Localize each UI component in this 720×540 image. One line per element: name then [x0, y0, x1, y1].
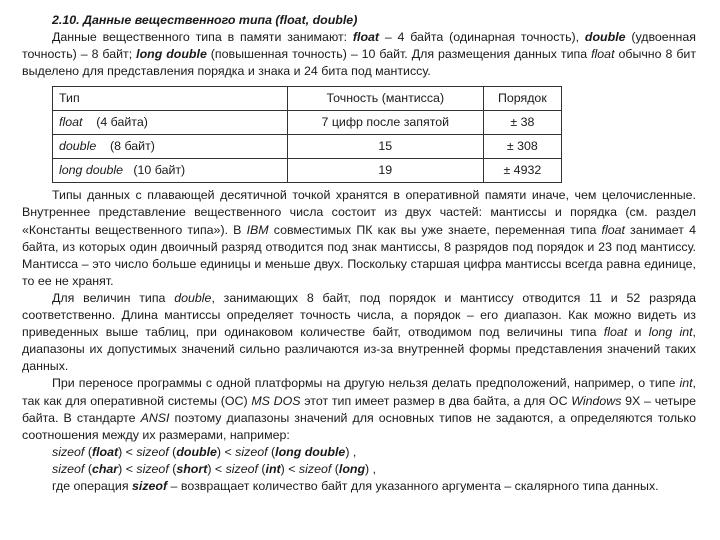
p3-text-2: , так как для оперативной системы (ОС) — [22, 376, 696, 408]
p2-text-4: , диапазоны их допустимых значений сильно различаются из-за внутренней формы представления значений таких данных. — [22, 325, 696, 374]
p3-text-3: этот тип имеет размер в два байта, а для ОС — [300, 393, 572, 408]
msdos-term: MS DOS — [251, 393, 301, 408]
type-name: double — [59, 139, 97, 154]
p3-text-5: поэтому диапазоны значений для основных типов не задаются, а определяются только соотношения между их размерами, например: — [22, 410, 696, 442]
precision-cell: 19 — [287, 159, 483, 183]
type-cell — [53, 135, 288, 159]
order-cell: ± 38 — [483, 111, 561, 135]
header-type: Тип — [53, 87, 288, 111]
p4-text-1: где операция — [52, 478, 132, 493]
double-keyword: double — [174, 290, 212, 305]
intro-text-3: (удвоенная точность) – 8 байт; — [22, 30, 696, 62]
header-order: Порядок — [483, 87, 561, 111]
order-cell: ± 4932 — [483, 159, 561, 183]
sizeof-relation-2: sizeof (char) < sizeof (short) < sizeof (int) < sizeof (long) , — [52, 461, 377, 476]
p2-text-3: и — [627, 325, 649, 340]
ibm-term: IBM — [246, 222, 269, 237]
header-precision: Точность (мантисса) — [287, 87, 483, 111]
p2-text-1: Для величин типа — [52, 290, 175, 305]
p1-text-2: совместимых ПК как вы уже знаете, переменная типа — [268, 222, 602, 237]
p1-text-3: занимает 4 байта, из которых один двоичный разряд отводится под знак мантиссы, 8 разрядов под порядок и 23 под мантиссу. Мантисса – это число больше единицы и меньше двух. Поскольку старшая цифра мантиссы всегда равна единице, то ее не хранят. — [22, 222, 696, 288]
float-keyword: float — [603, 325, 628, 340]
table-row — [53, 111, 562, 135]
types-table — [52, 86, 562, 183]
p3-text-1: При переносе программы с одной платформы на другую нельзя делать предположений, например, о типе — [52, 376, 680, 391]
precision-cell: 7 цифр после запятой — [287, 111, 483, 135]
paragraph-internal-representation — [22, 187, 696, 290]
ansi-term: ANSI — [140, 410, 170, 425]
float-keyword: float — [352, 30, 380, 45]
table-row — [53, 135, 562, 159]
float-keyword-2: float — [591, 47, 615, 62]
paragraph-sizeof — [22, 478, 696, 495]
sizeof-keyword: sizeof — [131, 478, 168, 493]
float-keyword: float — [601, 222, 625, 237]
type-size: (10 байт) — [133, 163, 186, 178]
p1-text-1: Типы данных с плавающей десятичной точкой хранятся в оперативной памяти иначе, чем целочисленные. Внутреннее представление вещественного числа состоит из двух частей: мантиссы и порядка (см. раздел «Константы вещественного типа»). В — [22, 188, 696, 237]
double-keyword: double — [584, 30, 626, 45]
type-cell — [53, 111, 288, 135]
table-row — [53, 159, 562, 183]
table-header-row — [53, 87, 562, 111]
intro-text-5: обычно 8 бит выделено для представления порядка и знака и 24 бита под мантиссу. — [22, 47, 697, 79]
p2-text-2: , занимающих 8 байт, под порядок и мантиссу отводится 11 и 52 разряда соответственно. Длина мантиссы определяет точность числа, а порядок – его диапазон. Как можно видеть из приведенных выше таблиц, при одинаковом количестве байт, отводимом под величины типа — [22, 290, 696, 340]
section-heading: 2.10. Данные вещественного типа (float, double) — [52, 13, 358, 27]
p3-text-4: 9Х – четыре байта. В стандарте — [22, 393, 696, 425]
long-double-keyword: long double — [136, 47, 207, 62]
p4-text-2: – возвращает количество байт для указанного аргумента – скалярного типа данных. — [167, 478, 659, 493]
order-cell: ± 308 — [483, 135, 561, 159]
type-cell — [53, 159, 288, 183]
type-size: (4 байта) — [96, 115, 148, 130]
intro-text-4: (повышенная точность) – 10 байт. Для размещения данных типа — [206, 47, 592, 62]
sizeof-relation-1: sizeof (float) < sizeof (double) < sizeof (long double) , — [52, 444, 357, 459]
paragraph-double — [22, 290, 696, 375]
intro-paragraph — [22, 29, 696, 80]
windows-term: Windows — [571, 393, 622, 408]
int-keyword: int — [679, 376, 693, 391]
type-size: (8 байт) — [110, 139, 155, 154]
intro-text-2: – 4 байта (одинарная точность), — [379, 30, 585, 45]
long-int-keyword: long int — [648, 325, 693, 340]
paragraph-portability — [22, 375, 696, 443]
precision-cell: 15 — [287, 135, 483, 159]
intro-text-1: Данные вещественного типа в памяти занимают: — [52, 30, 353, 45]
type-name: long double — [59, 163, 124, 178]
type-name: float — [59, 115, 83, 130]
